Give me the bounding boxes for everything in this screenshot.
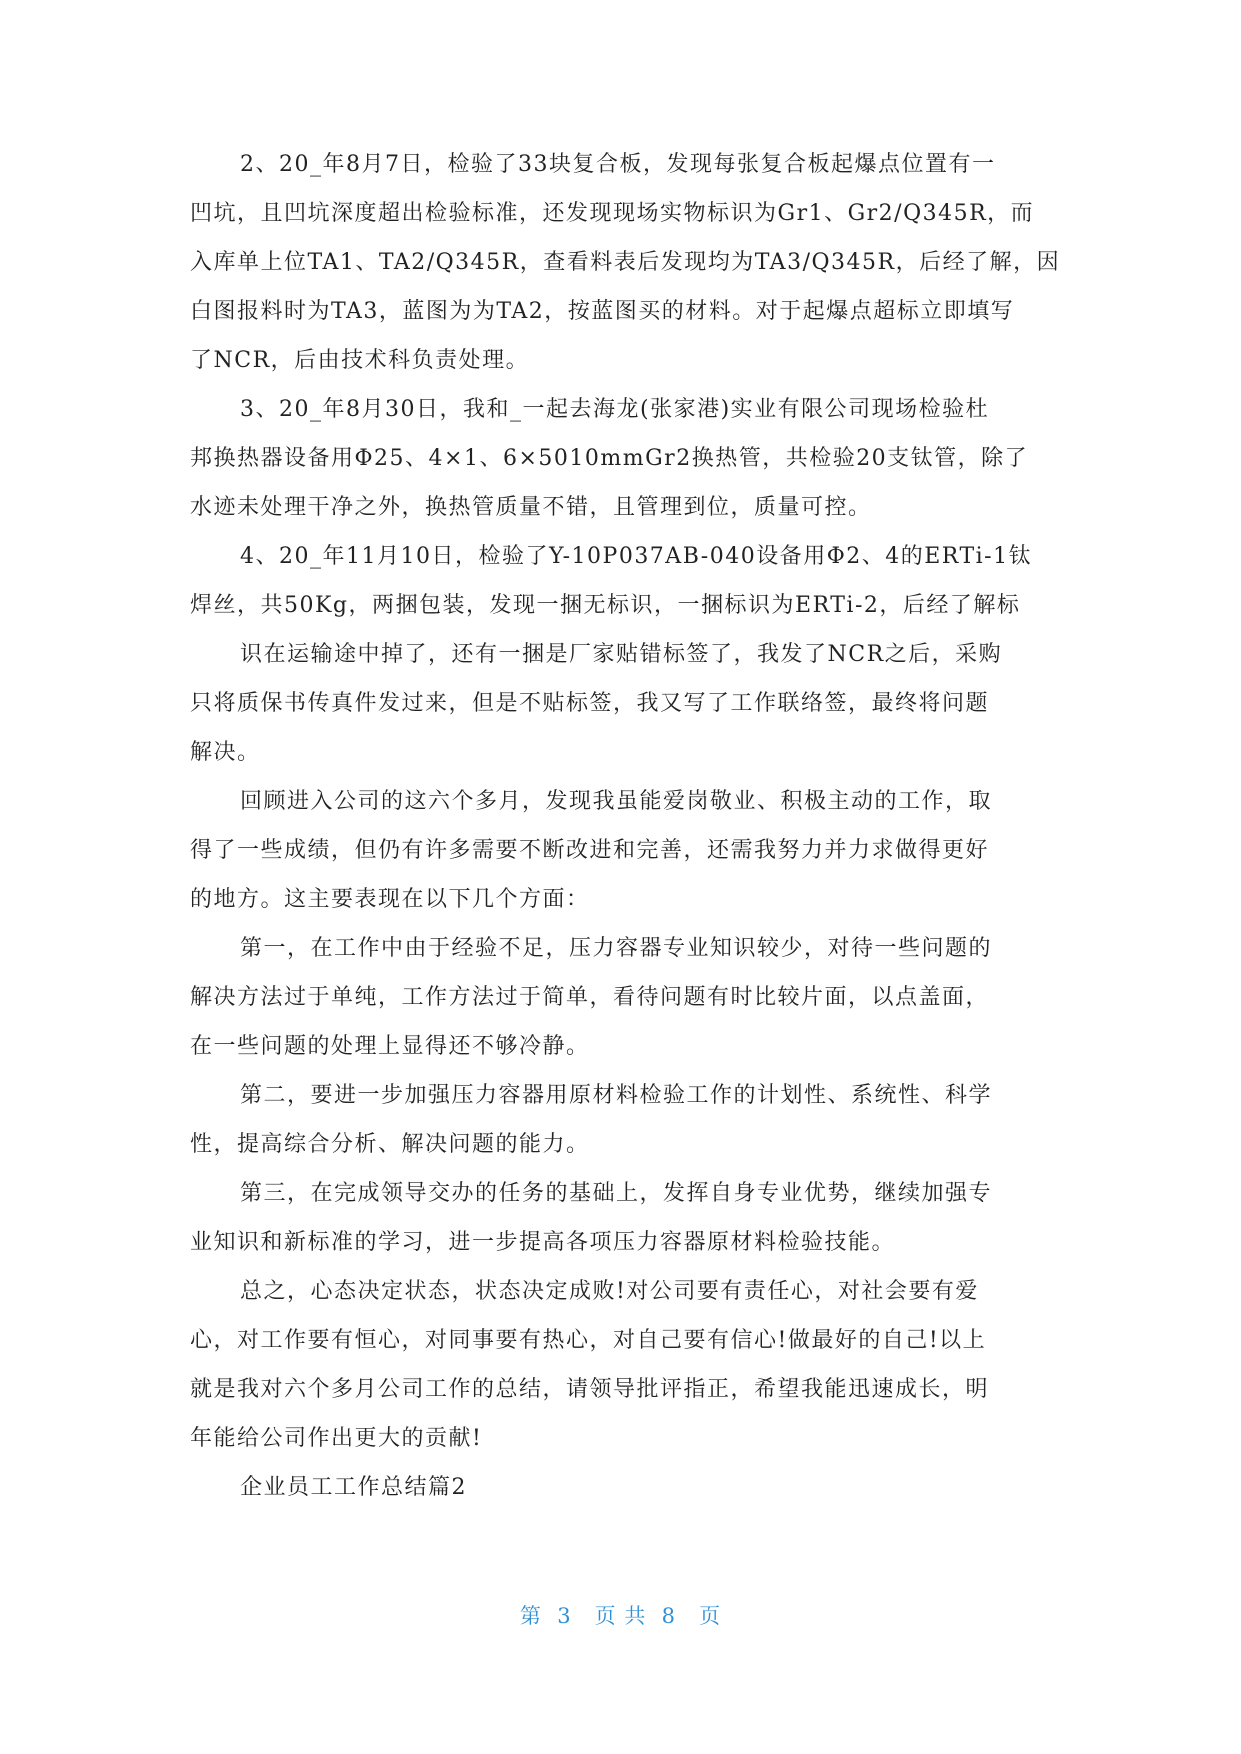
text-line: 4、20_年11月10日，检验了Y-10P037AB-040设备用Φ2、4的ERTi-1钛 [240,544,1033,569]
text-line: 年能给公司作出更大的贡献! [190,1426,483,1451]
text-line: 总之，心态决定状态，状态决定成败!对公司要有责任心，对社会要有爱 [240,1279,979,1304]
text-line: 第三，在完成领导交办的任务的基础上，发挥自身专业优势，继续加强专 [240,1181,993,1206]
text-line: 第一，在工作中由于经验不足，压力容器专业知识较少，对待一些问题的 [240,936,993,961]
text-line: 就是我对六个多月公司工作的总结，请领导批评指正，希望我能迅速成长，明 [190,1377,990,1402]
text-line: 焊丝，共50Kg，两捆包装，发现一捆无标识，一捆标识为ERTi-2，后经了解标 [190,593,1021,618]
text-line: 水迹未处理干净之外，换热管质量不错，且管理到位，质量可控。 [190,495,872,520]
text-line: 第二，要进一步加强压力容器用原材料检验工作的计划性、系统性、科学 [240,1083,993,1108]
text-line: 识在运输途中掉了，还有一捆是厂家贴错标签了，我发了NCR之后，采购 [240,642,1003,667]
page-number-footer: 第 3 页 共 8 页 [519,1604,722,1628]
text-line: 的地方。这主要表现在以下几个方面： [190,887,590,912]
document-body [190,140,1061,1512]
text-line: 在一些问题的处理上显得还不够冷静。 [190,1034,590,1059]
text-line: 3、20_年8月30日，我和_一起去海龙(张家港)实业有限公司现场检验杜 [240,397,990,422]
section-heading: 企业员工工作总结篇2 [240,1475,467,1500]
text-line: 只将质保书传真件发过来，但是不贴标签，我又写了工作联络签，最终将问题 [190,691,990,716]
text-line: 业知识和新标准的学习，进一步提高各项压力容器原材料检验技能。 [190,1230,896,1255]
text-line: 2、20_年8月7日，检验了33块复合板，发现每张复合板起爆点位置有一 [240,152,996,177]
text-line: 心，对工作要有恒心，对同事要有热心，对自己要有信心!做最好的自己!以上 [190,1328,987,1353]
text-line: 解决。 [190,740,261,765]
text-line: 白图报料时为TA3，蓝图为为TA2，按蓝图买的材料。对于起爆点超标立即填写 [190,299,1015,324]
text-line: 性，提高综合分析、解决问题的能力。 [190,1132,590,1157]
text-line: 解决方法过于单纯，工作方法过于简单，看待问题有时比较片面，以点盖面， [190,985,990,1010]
text-line: 回顾进入公司的这六个多月，发现我虽能爱岗敬业、积极主动的工作，取 [240,789,993,814]
text-line: 入库单上位TA1、TA2/Q345R，查看料表后发现均为TA3/Q345R，后经了解，因 [190,250,1061,275]
text-line: 邦换热器设备用Φ25、4×1、6×5010mmGr2换热管，共检验20支钛管，除了 [190,446,1029,471]
text-line: 了NCR，后由技术科负责处理。 [190,348,530,373]
text-line: 凹坑，且凹坑深度超出检验标准，还发现现场实物标识为Gr1、Gr2/Q345R，而 [190,201,1035,226]
text-line: 得了一些成绩，但仍有许多需要不断改进和完善，还需我努力并力求做得更好 [190,838,990,863]
